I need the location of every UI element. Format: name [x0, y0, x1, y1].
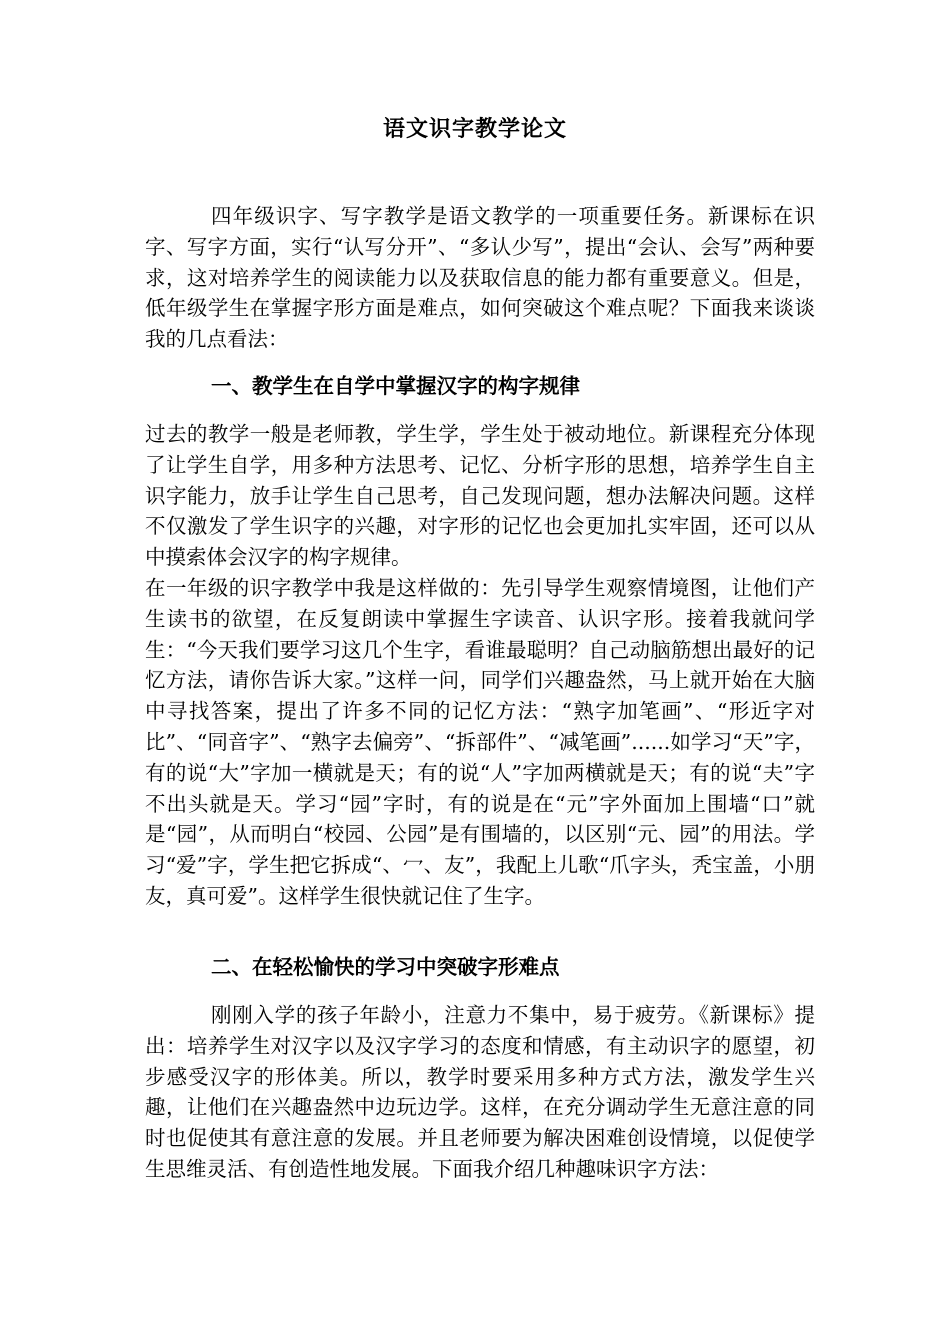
section-2-body: [145, 1000, 815, 1185]
section-2-paragraph-1: 刚刚入学的孩子年龄小，注意力不集中，易于疲劳。《新课标》提出：培养学生对汉字以及汉字学习的态度和情感，有主动识字的愿望，初步感受汉字的形体美。所以，教学时要采用多种方式方法，激发学生兴趣，让他们在兴趣盎然中边玩边学。这样，在充分调动学生无意注意的同时也促使其有意注意的发展。并且老师要为解决困难创设情境，以促使学生思维灵活、有创造性地发展。下面我介绍几种趣味识字方法：: [145, 1003, 815, 1181]
section-1-paragraph-2: 在一年级的识字教学中我是这样做的：先引导学生观察情境图，让他们产生读书的欲望，在反复朗读中掌握生字读音、认识字形。接着我就问学生：“今天我们要学习这几个生字，看谁最聪明？自己动脑筋想出最好的记忆方法，请你告诉大家。”这样一问，同学们兴趣盎然，马上就开始在大脑中寻找答案，提出了许多不同的记忆方法：“熟字加笔画”、“形近字对比”、“同音字”、“熟字去偏旁”、“拆部件”、“减笔画”......如学习“天”字，有的说“大”字加一横就是天；有的说“人”字加两横就是天；有的说“夫”字不出头就是天。学习“园”字时，有的说是在“元”字外面加上围墙“口”就是“园”，从而明白“校园、公园”是有围墙的，以区别“元、园”的用法。学习“爱”字，学生把它拆成“、冖、友”，我配上儿歌“爪字头，秃宝盖，小朋友，真可爱”。这样学生很快就记住了生字。: [145, 575, 815, 908]
section-1-body: [145, 419, 815, 912]
section-1-heading: 一、教学生在自学中掌握汉字的构字规律: [211, 374, 580, 398]
intro-paragraph-block: [145, 201, 815, 355]
document-title: 语文识字教学论文: [382, 116, 567, 142]
section-2-heading: 二、在轻松愉快的学习中突破字形难点: [211, 955, 560, 979]
intro-paragraph: 四年级识字、写字教学是语文教学的一项重要任务。新课标在识字、写字方面，实行“认写分开”、“多认少写”，提出“会认、会写”两种要求，这对培养学生的阅读能力以及获取信息的能力都有重要意义。但是，低年级学生在掌握字形方面是难点，如何突破这个难点呢？下面我来谈谈我的几点看法：: [145, 204, 815, 352]
section-1-paragraph-1: 过去的教学一般是老师教，学生学，学生处于被动地位。新课程充分体现了让学生自学，用多种方法思考、记忆、分析字形的思想，培养学生自主识字能力，放手让学生自己思考，自己发现问题，想办法解决问题。这样不仅激发了学生识字的兴趣，对字形的记忆也会更加扎实牢固，还可以从中摸索体会汉字的构字规律。: [145, 422, 815, 570]
